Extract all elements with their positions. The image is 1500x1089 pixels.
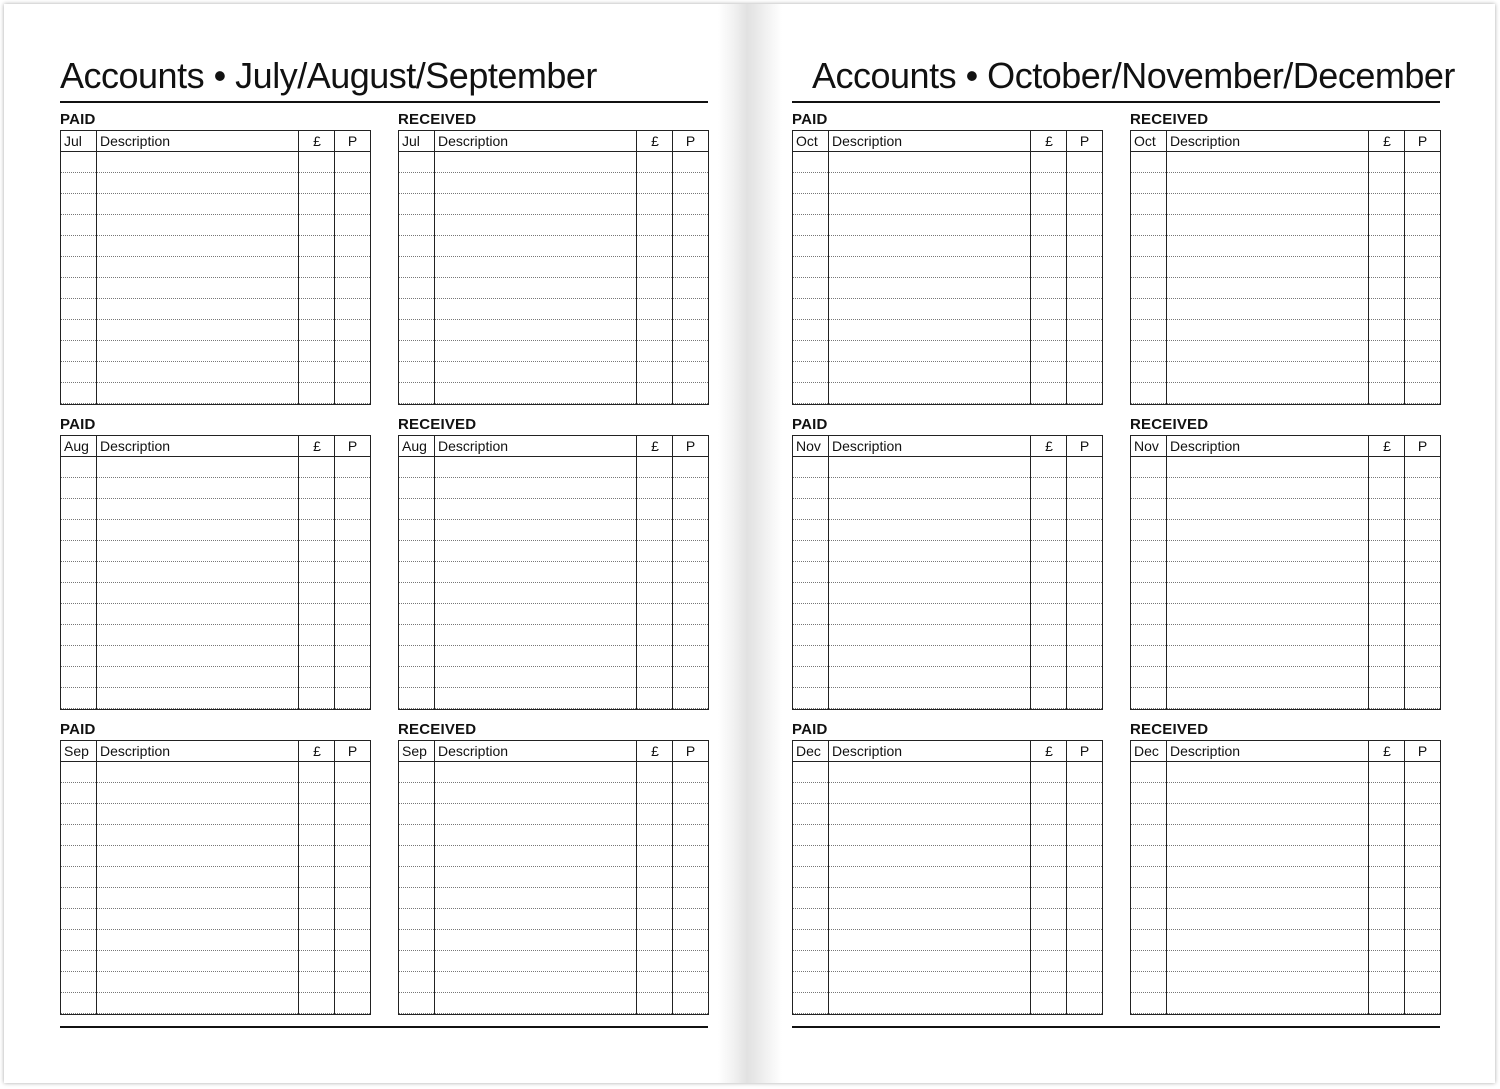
ledger-row-line — [1131, 845, 1440, 846]
ledger-row-line — [399, 929, 708, 930]
pence-column-header: P — [347, 133, 358, 149]
ledger-row-line — [1131, 624, 1440, 625]
ledger-row-line — [1131, 971, 1440, 972]
ledger-row-line — [793, 277, 1102, 278]
ledger-row-line — [61, 624, 370, 625]
ledger-row-line — [399, 992, 708, 993]
section-label: PAID — [792, 111, 828, 128]
ledger-row-line — [399, 340, 708, 341]
pence-column-header: P — [685, 743, 696, 759]
ledger-row-line — [1131, 319, 1440, 320]
ledger-row-line — [61, 382, 370, 383]
ledger-row-line — [399, 361, 708, 362]
month-column-header: Aug — [402, 438, 427, 454]
ledger-row-line — [61, 708, 370, 709]
ledger-table — [1130, 435, 1441, 710]
ledger-row-line — [399, 782, 708, 783]
pence-column-header: P — [347, 438, 358, 454]
ledger-row-line — [399, 645, 708, 646]
ledger-row-line — [399, 298, 708, 299]
ledger-row-line — [399, 172, 708, 173]
pence-column-header: P — [1079, 133, 1090, 149]
month-column-header: Jul — [402, 133, 420, 149]
ledger-row-line — [1131, 256, 1440, 257]
ledger-row-line — [793, 193, 1102, 194]
ledger-row-line — [793, 361, 1102, 362]
ledger-row-line — [1131, 403, 1440, 404]
pounds-column-header: £ — [313, 438, 321, 454]
month-column-header: Sep — [402, 743, 427, 759]
left-page — [60, 0, 708, 1089]
ledger-row-line — [61, 645, 370, 646]
ledger-row-line — [1131, 382, 1440, 383]
ledger-row-line — [793, 1013, 1102, 1014]
pounds-column-header: £ — [1383, 133, 1391, 149]
ledger-row-line — [399, 603, 708, 604]
ledger-row-line — [1131, 887, 1440, 888]
ledger-row-line — [399, 708, 708, 709]
pounds-column-header: £ — [1045, 133, 1053, 149]
book-gutter — [718, 4, 782, 1083]
ledger-row-line — [793, 519, 1102, 520]
section-label: RECEIVED — [1130, 721, 1209, 738]
section-label: RECEIVED — [398, 111, 477, 128]
ledger-row-line — [1131, 929, 1440, 930]
ledger-row-line — [793, 803, 1102, 804]
ledger-row-line — [61, 235, 370, 236]
ledger-row-line — [61, 803, 370, 804]
ledger-table — [60, 130, 371, 405]
ledger-row-line — [399, 845, 708, 846]
ledger-row-line — [1131, 498, 1440, 499]
description-column-header: Description — [1170, 438, 1241, 454]
ledger-row-line — [1131, 908, 1440, 909]
ledger-row-line — [399, 624, 708, 625]
pounds-column-header: £ — [651, 743, 659, 759]
ledger-row-line — [61, 950, 370, 951]
ledger-row-line — [1131, 361, 1440, 362]
page-title: Accounts • July/August/September — [60, 55, 597, 96]
month-column-header: Dec — [796, 743, 821, 759]
ledger-header — [399, 741, 708, 762]
ledger-row-line — [1131, 477, 1440, 478]
pounds-column-header: £ — [1383, 438, 1391, 454]
ledger-row-line — [1131, 708, 1440, 709]
pence-column-header: P — [1417, 133, 1428, 149]
pence-column-header: P — [1079, 743, 1090, 759]
ledger-header — [399, 131, 708, 152]
ledger-row-line — [1131, 235, 1440, 236]
ledger-row-line — [399, 382, 708, 383]
ledger-row-line — [61, 172, 370, 173]
ledger-table — [398, 435, 709, 710]
ledger-table — [792, 130, 1103, 405]
ledger-row-line — [793, 382, 1102, 383]
month-column-header: Nov — [1134, 438, 1159, 454]
pence-column-header: P — [1079, 438, 1090, 454]
description-column-header: Description — [100, 133, 171, 149]
ledger-row-line — [793, 540, 1102, 541]
ledger-row-line — [399, 498, 708, 499]
description-column-header: Description — [100, 438, 171, 454]
bottom-rule — [60, 1026, 708, 1028]
ledger-row-line — [1131, 1013, 1440, 1014]
description-column-header: Description — [1170, 743, 1241, 759]
description-column-header: Description — [438, 743, 509, 759]
ledger-row-line — [399, 561, 708, 562]
description-column-header: Description — [438, 133, 509, 149]
ledger-row-line — [61, 477, 370, 478]
ledger-header — [399, 436, 708, 457]
ledger-row-line — [61, 845, 370, 846]
pounds-column-header: £ — [651, 133, 659, 149]
ledger-row-line — [1131, 603, 1440, 604]
ledger-row-line — [1131, 803, 1440, 804]
section-label: PAID — [60, 416, 96, 433]
ledger-row-line — [793, 824, 1102, 825]
ledger-table — [792, 435, 1103, 710]
ledger-row-line — [61, 782, 370, 783]
ledger-header — [61, 436, 370, 457]
ledger-row-line — [793, 687, 1102, 688]
ledger-row-line — [399, 887, 708, 888]
description-column-header: Description — [832, 743, 903, 759]
ledger-row-line — [793, 498, 1102, 499]
right-page — [792, 0, 1455, 1089]
ledger-row-line — [399, 403, 708, 404]
ledger-row-line — [793, 403, 1102, 404]
ledger-row-line — [793, 298, 1102, 299]
ledger-row-line — [793, 477, 1102, 478]
ledger-row-line — [399, 824, 708, 825]
ledger-row-line — [399, 477, 708, 478]
ledger-row-line — [1131, 277, 1440, 278]
section-label: PAID — [792, 416, 828, 433]
ledger-row-line — [399, 540, 708, 541]
ledger-row-line — [399, 687, 708, 688]
ledger-row-line — [793, 235, 1102, 236]
ledger-row-line — [793, 708, 1102, 709]
ledger-row-line — [61, 540, 370, 541]
pence-column-header: P — [347, 743, 358, 759]
title-rule — [60, 101, 708, 103]
ledger-row-line — [61, 340, 370, 341]
ledger-row-line — [61, 256, 370, 257]
ledger-row-line — [399, 319, 708, 320]
ledger-row-line — [1131, 866, 1440, 867]
section-label: PAID — [60, 111, 96, 128]
ledger-row-line — [1131, 582, 1440, 583]
ledger-row-line — [399, 214, 708, 215]
pence-column-header: P — [1417, 743, 1428, 759]
ledger-row-line — [399, 193, 708, 194]
ledger-row-line — [61, 561, 370, 562]
ledger-row-line — [399, 666, 708, 667]
pounds-column-header: £ — [651, 438, 659, 454]
pounds-column-header: £ — [1383, 743, 1391, 759]
ledger-row-line — [793, 645, 1102, 646]
month-column-header: Jul — [64, 133, 82, 149]
ledger-row-line — [793, 340, 1102, 341]
month-column-header: Oct — [796, 133, 818, 149]
ledger-row-line — [1131, 687, 1440, 688]
ledger-header — [61, 741, 370, 762]
ledger-row-line — [1131, 666, 1440, 667]
month-column-header: Sep — [64, 743, 89, 759]
ledger-header — [1131, 436, 1440, 457]
ledger-row-line — [399, 1013, 708, 1014]
ledger-row-line — [61, 992, 370, 993]
ledger-table — [398, 740, 709, 1015]
description-column-header: Description — [832, 133, 903, 149]
section-label: PAID — [792, 721, 828, 738]
bottom-rule — [792, 1026, 1440, 1028]
ledger-row-line — [1131, 340, 1440, 341]
page-title: Accounts • October/November/December — [812, 55, 1455, 96]
ledger-row-line — [61, 929, 370, 930]
ledger-table — [60, 435, 371, 710]
ledger-row-line — [399, 971, 708, 972]
ledger-row-line — [61, 582, 370, 583]
ledger-row-line — [793, 582, 1102, 583]
ledger-row-line — [399, 519, 708, 520]
ledger-row-line — [61, 824, 370, 825]
ledger-row-line — [793, 782, 1102, 783]
pounds-column-header: £ — [1045, 743, 1053, 759]
ledger-row-line — [793, 624, 1102, 625]
ledger-row-line — [1131, 950, 1440, 951]
ledger-row-line — [61, 519, 370, 520]
ledger-row-line — [61, 214, 370, 215]
ledger-row-line — [793, 214, 1102, 215]
section-label: RECEIVED — [1130, 416, 1209, 433]
ledger-row-line — [1131, 172, 1440, 173]
ledger-row-line — [1131, 298, 1440, 299]
ledger-table — [1130, 740, 1441, 1015]
ledger-row-line — [61, 908, 370, 909]
pounds-column-header: £ — [313, 743, 321, 759]
section-label: RECEIVED — [1130, 111, 1209, 128]
month-column-header: Aug — [64, 438, 89, 454]
ledger-row-line — [1131, 824, 1440, 825]
pence-column-header: P — [1417, 438, 1428, 454]
ledger-row-line — [61, 887, 370, 888]
ledger-row-line — [61, 319, 370, 320]
ledger-row-line — [793, 887, 1102, 888]
ledger-row-line — [399, 235, 708, 236]
ledger-row-line — [61, 193, 370, 194]
ledger-row-line — [1131, 645, 1440, 646]
month-column-header: Nov — [796, 438, 821, 454]
month-column-header: Dec — [1134, 743, 1159, 759]
ledger-header — [61, 131, 370, 152]
ledger-row-line — [61, 866, 370, 867]
ledger-row-line — [61, 277, 370, 278]
section-label: RECEIVED — [398, 416, 477, 433]
ledger-row-line — [61, 361, 370, 362]
ledger-row-line — [61, 403, 370, 404]
ledger-row-line — [399, 277, 708, 278]
ledger-row-line — [793, 319, 1102, 320]
description-column-header: Description — [832, 438, 903, 454]
ledger-header — [793, 436, 1102, 457]
ledger-row-line — [61, 603, 370, 604]
ledger-row-line — [399, 908, 708, 909]
ledger-row-line — [793, 603, 1102, 604]
title-rule — [792, 101, 1440, 103]
description-column-header: Description — [438, 438, 509, 454]
ledger-row-line — [61, 298, 370, 299]
pence-column-header: P — [685, 438, 696, 454]
ledger-row-line — [61, 666, 370, 667]
ledger-row-line — [1131, 519, 1440, 520]
pounds-column-header: £ — [1045, 438, 1053, 454]
ledger-row-line — [61, 971, 370, 972]
section-label: PAID — [60, 721, 96, 738]
ledger-row-line — [1131, 992, 1440, 993]
ledger-row-line — [793, 172, 1102, 173]
description-column-header: Description — [1170, 133, 1241, 149]
ledger-header — [793, 131, 1102, 152]
ledger-row-line — [399, 950, 708, 951]
ledger-row-line — [1131, 193, 1440, 194]
ledger-table — [1130, 130, 1441, 405]
ledger-row-line — [793, 992, 1102, 993]
ledger-row-line — [61, 498, 370, 499]
ledger-row-line — [399, 866, 708, 867]
ledger-row-line — [793, 866, 1102, 867]
ledger-table — [398, 130, 709, 405]
ledger-row-line — [793, 256, 1102, 257]
ledger-row-line — [793, 971, 1102, 972]
ledger-table — [792, 740, 1103, 1015]
ledger-row-line — [399, 803, 708, 804]
ledger-table — [60, 740, 371, 1015]
ledger-row-line — [61, 1013, 370, 1014]
description-column-header: Description — [100, 743, 171, 759]
ledger-row-line — [793, 908, 1102, 909]
ledger-header — [1131, 741, 1440, 762]
ledger-row-line — [1131, 214, 1440, 215]
ledger-row-line — [1131, 782, 1440, 783]
ledger-header — [1131, 131, 1440, 152]
ledger-row-line — [793, 666, 1102, 667]
month-column-header: Oct — [1134, 133, 1156, 149]
pence-column-header: P — [685, 133, 696, 149]
ledger-row-line — [1131, 540, 1440, 541]
ledger-header — [793, 741, 1102, 762]
ledger-row-line — [399, 256, 708, 257]
ledger-row-line — [1131, 561, 1440, 562]
ledger-row-line — [61, 687, 370, 688]
section-label: RECEIVED — [398, 721, 477, 738]
ledger-row-line — [793, 929, 1102, 930]
ledger-row-line — [399, 582, 708, 583]
ledger-row-line — [793, 845, 1102, 846]
ledger-row-line — [793, 950, 1102, 951]
ledger-row-line — [793, 561, 1102, 562]
pounds-column-header: £ — [313, 133, 321, 149]
